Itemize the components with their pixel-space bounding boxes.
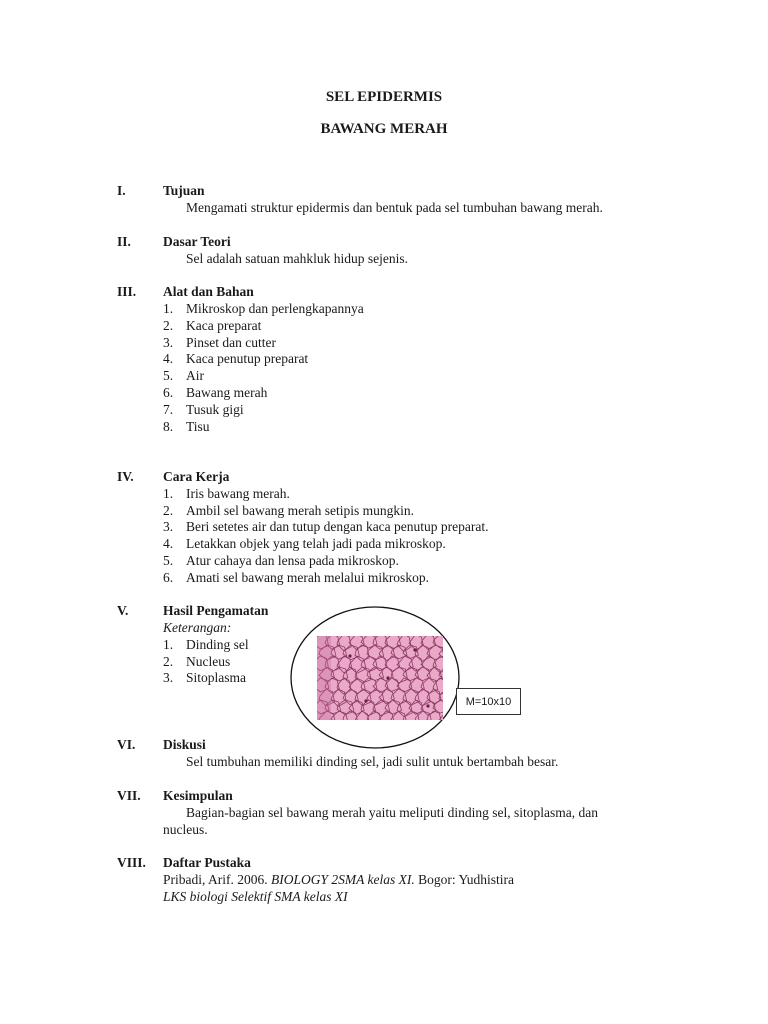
reference-2: LKS biologi Selektif SMA kelas XI <box>163 889 348 904</box>
list-item: 4. Kaca penutup preparat <box>163 351 309 366</box>
list-item: 5. Atur cahaya dan lensa pada mikroskop. <box>163 553 399 568</box>
list-item: 5. Air <box>163 368 204 383</box>
section-7-text-line-2: nucleus. <box>163 822 208 837</box>
reference-1: Pribadi, Arif. 2006. BIOLOGY 2SMA kelas XI. Bogor: Yudhistira <box>163 872 514 887</box>
section-2-text: Sel adalah satuan mahkluk hidup sejenis. <box>186 251 408 266</box>
section-7-text-line-1: Bagian-bagian sel bawang merah yaitu meliputi dinding sel, sitoplasma, dan <box>186 805 599 820</box>
nucleus-icon <box>426 704 429 707</box>
section-1-number: I. <box>117 183 126 198</box>
section-4-heading: Cara Kerja <box>163 469 230 484</box>
document-subtitle: BAWANG MERAH <box>320 121 448 137</box>
list-item: 3. Pinset dan cutter <box>163 335 276 350</box>
nucleus-icon <box>386 676 389 679</box>
list-item: 6. Bawang merah <box>163 385 268 400</box>
section-7-heading: Kesimpulan <box>163 788 233 803</box>
section-4-number: IV. <box>117 469 134 484</box>
microscope-image <box>290 606 460 749</box>
section-2-heading: Dasar Teori <box>163 234 231 249</box>
section-8-heading: Daftar Pustaka <box>163 855 251 870</box>
list-item: 1. Iris bawang merah. <box>163 486 290 501</box>
list-item: 2. Nucleus <box>163 654 231 669</box>
section-5-heading: Hasil Pengamatan <box>163 603 269 618</box>
list-item: 6. Amati sel bawang merah melalui mikroskop. <box>163 570 429 585</box>
list-item: 2. Ambil sel bawang merah setipis mungkin. <box>163 503 414 518</box>
keterangan-label: Keterangan: <box>163 620 232 635</box>
list-item: 1. Dinding sel <box>163 637 249 652</box>
magnification-label: M=10x10 <box>456 688 521 715</box>
nucleus-icon <box>348 654 351 657</box>
nucleus-icon <box>413 648 416 651</box>
section-1-heading: Tujuan <box>163 183 205 198</box>
list-item: 8. Tisu <box>163 419 210 434</box>
list-item: 7. Tusuk gigi <box>163 402 244 417</box>
list-item: 3. Beri setetes air dan tutup dengan kaca penutup preparat. <box>163 519 489 534</box>
section-2-number: II. <box>117 234 131 249</box>
section-8-number: VIII. <box>117 855 146 870</box>
list-item: 4. Letakkan objek yang telah jadi pada mikroskop. <box>163 536 446 551</box>
section-3-number: III. <box>117 284 137 299</box>
list-item: 2. Kaca preparat <box>163 318 262 333</box>
nucleus-icon <box>364 699 367 702</box>
document-title: SEL EPIDERMIS <box>325 89 443 105</box>
section-6-heading: Diskusi <box>163 737 206 752</box>
section-6-number: VI. <box>117 737 136 752</box>
section-3-heading: Alat dan Bahan <box>163 284 254 299</box>
section-6-text: Sel tumbuhan memiliki dinding sel, jadi sulit untuk bertambah besar. <box>186 754 559 769</box>
section-7-number: VII. <box>117 788 141 803</box>
section-1-text: Mengamati struktur epidermis dan bentuk pada sel tumbuhan bawang merah. <box>186 200 603 215</box>
section-5-number: V. <box>117 603 129 618</box>
list-item: 3. Sitoplasma <box>163 670 246 685</box>
list-item: 1. Mikroskop dan perlengkapannya <box>163 301 364 316</box>
